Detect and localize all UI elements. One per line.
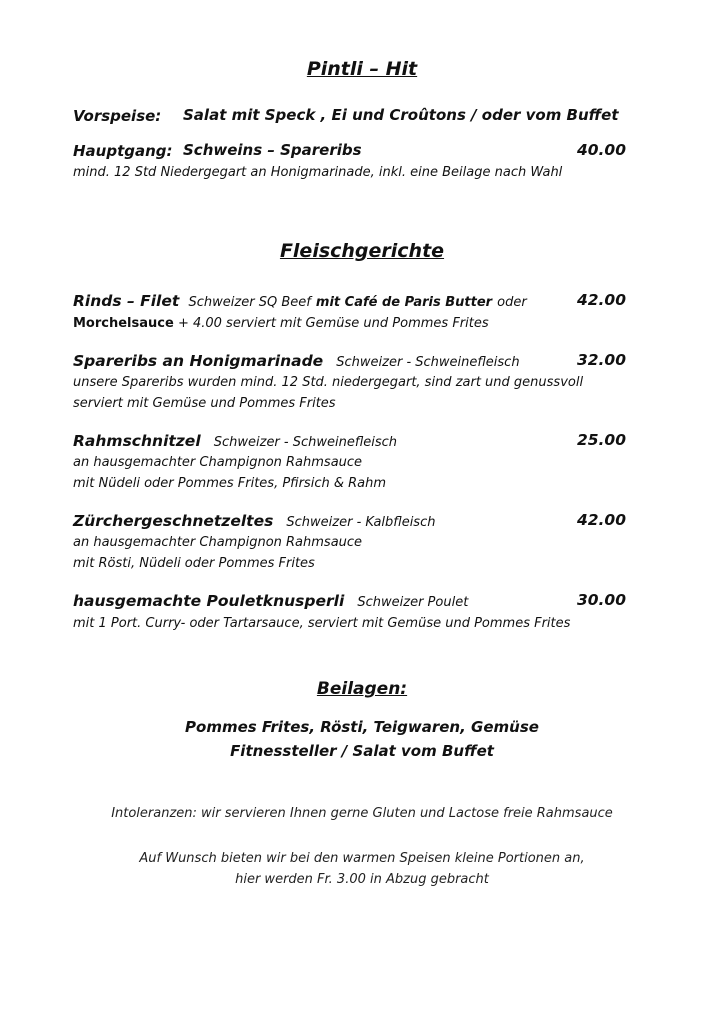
item-desc-line: an hausgemachter Champignon Rahmsauce (73, 535, 363, 550)
item-desc-a: mit 1 Port. Curry- oder Tartarsauce (73, 616, 300, 631)
item-name: hausgemachte Pouletknusperli (73, 592, 345, 610)
portionen-note-1: Auf Wunsch bieten wir bei den warmen Speisen kleine Portionen an, (139, 851, 585, 866)
hauptgang-desc: mind. 12 Std Niedergegart an Honigmarinade, inkl. eine Beilage nach Wahl (73, 165, 563, 180)
hauptgang-row (73, 141, 626, 160)
vorspeise-label: Vorspeise: (73, 107, 162, 125)
intoleranzen-note: Intoleranzen: wir servieren Ihnen gerne Gluten und Lactose freie Rahmsauce (111, 806, 613, 821)
item-price: 25.00 (576, 431, 626, 449)
item-desc-line: serviert mit Gemüse und Pommes Frites (73, 396, 336, 411)
item-desc-line: an hausgemachter Champignon Rahmsauce (73, 455, 363, 470)
vorspeise-row (73, 106, 626, 125)
item-price: 42.00 (576, 511, 626, 529)
menu-item-rahmschnitzel (73, 431, 626, 450)
item-extra-after: oder (497, 295, 527, 310)
item-name: Zürchergeschnetzeltes (73, 512, 274, 530)
item-name: Rahmschnitzel (73, 432, 201, 450)
item-desc-line: mit Nüdeli oder Pommes Frites, Pfirsich & Rahm (73, 476, 387, 491)
item-origin: Schweizer - Schweinefleisch (336, 355, 520, 370)
beilagen-line-2: Fitnessteller / Salat vom Buffet (230, 742, 494, 760)
hauptgang-text: Schweins – Spareribs (183, 141, 362, 159)
item-origin: Schweizer Poulet (357, 595, 469, 610)
item-desc-line: unsere Spareribs wurden mind. 12 Std. niedergegart, sind zart und genussvoll (73, 375, 584, 390)
item-price: 42.00 (576, 291, 626, 309)
menu-item-pouletknusperli (73, 591, 626, 610)
portionen-note-2: hier werden Fr. 3.00 in Abzug gebracht (235, 872, 489, 887)
item-origin: Schweizer - Kalbfleisch (286, 515, 436, 530)
hauptgang-label: Hauptgang: (73, 142, 173, 160)
item-price: 32.00 (576, 351, 626, 369)
item-origin: Schweizer SQ Beef (188, 295, 311, 310)
menu-item-zuerchergeschnetzeltes (73, 511, 626, 530)
beilagen-heading: Beilagen: (316, 679, 408, 699)
pintli-hit-heading: Pintli – Hit (306, 58, 418, 80)
menu-item-spareribs (73, 351, 626, 370)
hauptgang-price: 40.00 (576, 141, 626, 159)
item-line2-bold: Morchelsauce (73, 316, 174, 331)
vorspeise-text: Salat mit Speck , Ei und Croûtons / oder vom Buffet (183, 106, 619, 124)
item-origin: Schweizer - Schweinefleisch (213, 435, 398, 450)
item-desc-line (73, 314, 626, 334)
item-price: 30.00 (576, 591, 626, 609)
item-extra-bold: mit Café de Paris Butter (315, 295, 493, 310)
item-desc-line (73, 614, 626, 634)
item-desc-b: , serviert mit Gemüse und Pommes Frites (299, 616, 571, 631)
item-name: Spareribs an Honigmarinade (73, 352, 324, 370)
item-desc-line: mit Rösti, Nüdeli oder Pommes Frites (73, 556, 315, 571)
fleischgerichte-heading: Fleischgerichte (279, 240, 445, 262)
beilagen-line-1: Pommes Frites, Rösti, Teigwaren, Gemüse (185, 718, 539, 736)
item-line2-rest: + 4.00 serviert mit Gemüse und Pommes Frites (177, 316, 489, 331)
item-name: Rinds – Filet (73, 292, 180, 310)
menu-item-rinds-filet (73, 291, 626, 310)
